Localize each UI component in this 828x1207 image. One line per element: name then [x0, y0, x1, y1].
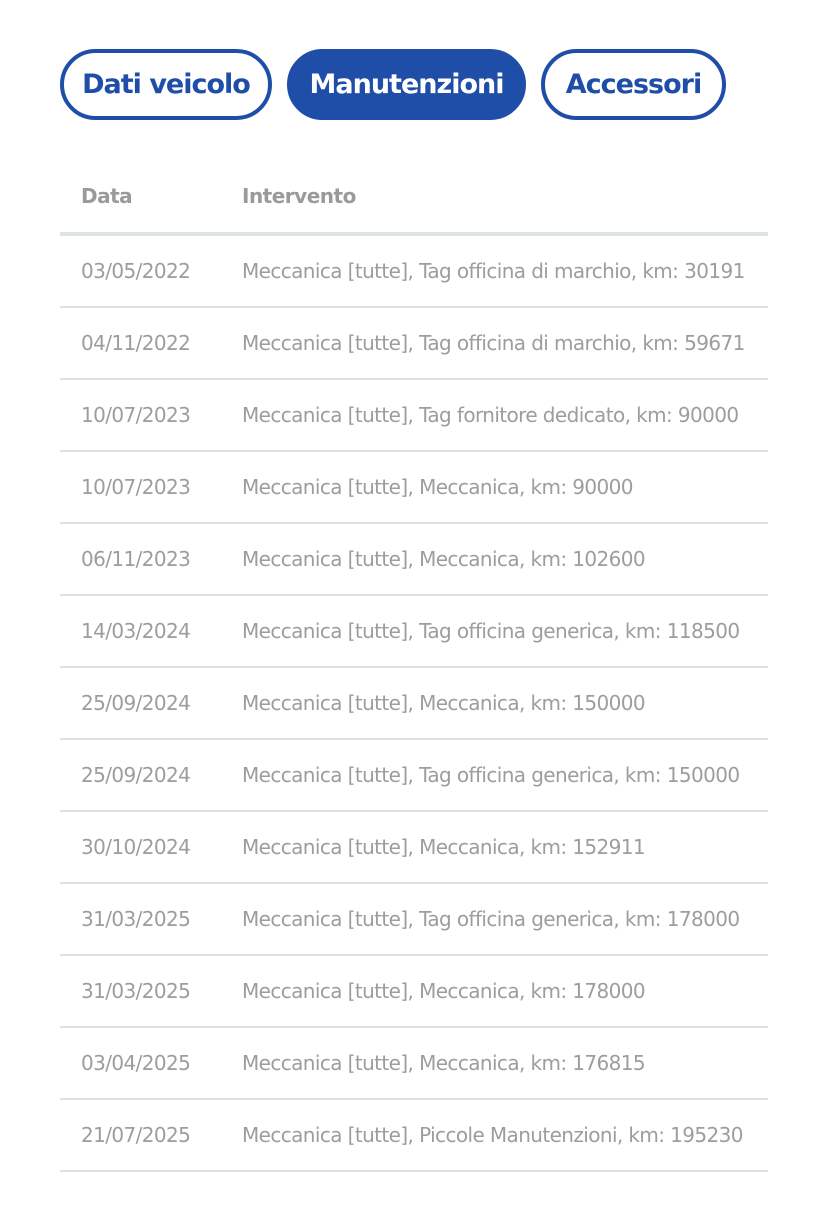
table-row	[60, 812, 768, 884]
row-date: 04/11/2022	[81, 331, 191, 355]
row-intervention: Meccanica [tutte], Meccanica, km: 102600	[242, 547, 645, 571]
tab-bar	[60, 49, 726, 120]
row-intervention: Meccanica [tutte], Meccanica, km: 152911	[242, 835, 645, 859]
row-date: 30/10/2024	[81, 835, 191, 859]
row-date: 10/07/2023	[81, 403, 191, 427]
row-intervention: Meccanica [tutte], Meccanica, km: 176815	[242, 1051, 645, 1075]
table-row	[60, 884, 768, 956]
row-date: 06/11/2023	[81, 547, 191, 571]
row-intervention: Meccanica [tutte], Tag officina generica, km: 118500	[242, 619, 740, 643]
row-intervention: Meccanica [tutte], Tag officina di marchio, km: 59671	[242, 331, 745, 355]
row-date: 31/03/2025	[81, 979, 191, 1003]
row-intervention: Meccanica [tutte], Meccanica, km: 90000	[242, 475, 633, 499]
row-date: 25/09/2024	[81, 763, 191, 787]
tab-manutenzioni[interactable]: Manutenzioni	[287, 49, 526, 120]
column-header-date: Data	[81, 184, 133, 208]
table-row	[60, 740, 768, 812]
table-header	[60, 160, 768, 236]
table-row	[60, 308, 768, 380]
row-date: 21/07/2025	[81, 1123, 191, 1147]
table-row	[60, 236, 768, 308]
row-date: 10/07/2023	[81, 475, 191, 499]
row-date: 31/03/2025	[81, 907, 191, 931]
row-date: 03/05/2022	[81, 259, 191, 283]
maintenance-table	[60, 160, 768, 1172]
table-row	[60, 956, 768, 1028]
table-row	[60, 524, 768, 596]
row-intervention: Meccanica [tutte], Piccole Manutenzioni, km: 195230	[242, 1123, 743, 1147]
table-row	[60, 1028, 768, 1100]
tab-dati-veicolo[interactable]: Dati veicolo	[60, 49, 272, 120]
table-row	[60, 452, 768, 524]
table-row	[60, 380, 768, 452]
table-body	[60, 236, 768, 1172]
row-intervention: Meccanica [tutte], Tag officina generica, km: 178000	[242, 907, 740, 931]
row-date: 03/04/2025	[81, 1051, 191, 1075]
row-intervention: Meccanica [tutte], Tag officina di marchio, km: 30191	[242, 259, 745, 283]
tab-accessori[interactable]: Accessori	[541, 49, 726, 120]
row-intervention: Meccanica [tutte], Meccanica, km: 178000	[242, 979, 645, 1003]
row-intervention: Meccanica [tutte], Tag fornitore dedicato, km: 90000	[242, 403, 739, 427]
row-intervention: Meccanica [tutte], Tag officina generica, km: 150000	[242, 763, 740, 787]
column-header-intervention: Intervento	[242, 184, 356, 208]
row-date: 14/03/2024	[81, 619, 191, 643]
table-row	[60, 668, 768, 740]
row-intervention: Meccanica [tutte], Meccanica, km: 150000	[242, 691, 645, 715]
table-row	[60, 1100, 768, 1172]
table-row	[60, 596, 768, 668]
row-date: 25/09/2024	[81, 691, 191, 715]
